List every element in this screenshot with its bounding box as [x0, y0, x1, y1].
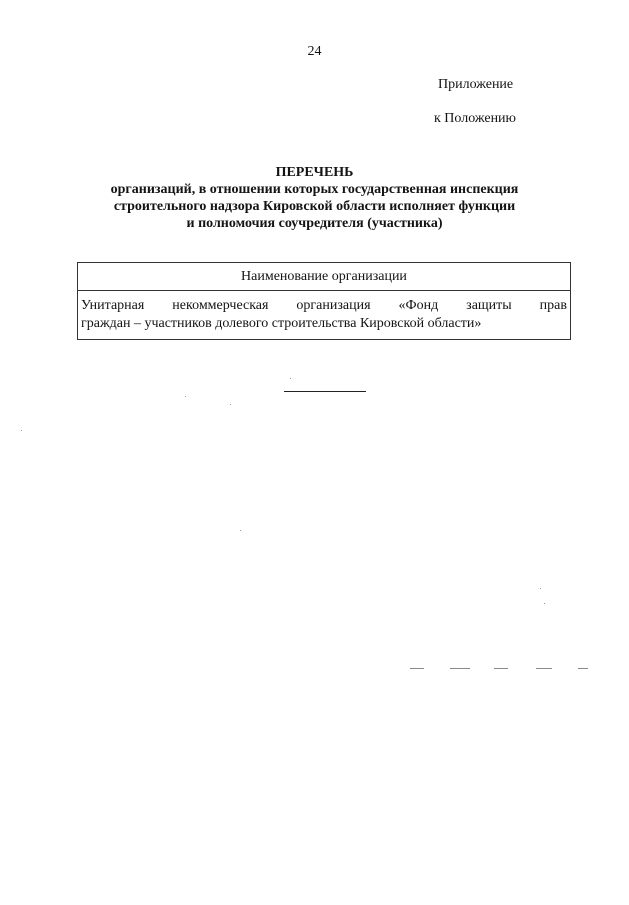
organization-name-line-2: граждан – участников долевого строительства Кировской области» — [81, 316, 482, 331]
scan-artifact — [185, 396, 186, 397]
end-separator-line — [284, 391, 366, 392]
scan-artifact — [578, 668, 588, 669]
scan-artifact — [230, 404, 231, 405]
scan-artifact — [494, 668, 508, 669]
table-row — [78, 291, 571, 340]
heading-line-3: и полномочия соучредителя (участника) — [186, 216, 443, 231]
page-number: 24 — [307, 44, 322, 59]
scan-artifact — [536, 668, 552, 669]
heading-line-2: строительного надзора Кировской области исполняет функции — [113, 199, 516, 214]
scan-artifact — [450, 668, 470, 669]
scan-artifact — [544, 603, 545, 604]
scan-artifact — [540, 588, 541, 589]
column-header-organization-name: Наименование организации — [78, 263, 571, 291]
table-header-row — [78, 263, 571, 291]
appendix-reference: к Положению — [434, 111, 517, 126]
scan-artifact — [410, 668, 424, 669]
organization-name-line-1: Унитарная некоммерческая организация «Фонд защиты прав — [81, 298, 567, 313]
organizations-table — [77, 262, 571, 340]
appendix-label: Приложение — [438, 77, 514, 92]
heading-title: ПЕРЕЧЕНЬ — [275, 165, 354, 180]
document-heading — [0, 164, 629, 232]
scan-artifact — [290, 378, 291, 379]
table-cell-organization — [78, 291, 571, 340]
heading-line-1: организаций, в отношении которых государственная инспекция — [110, 182, 519, 197]
scan-artifact — [21, 430, 22, 431]
scan-artifact — [240, 530, 241, 531]
